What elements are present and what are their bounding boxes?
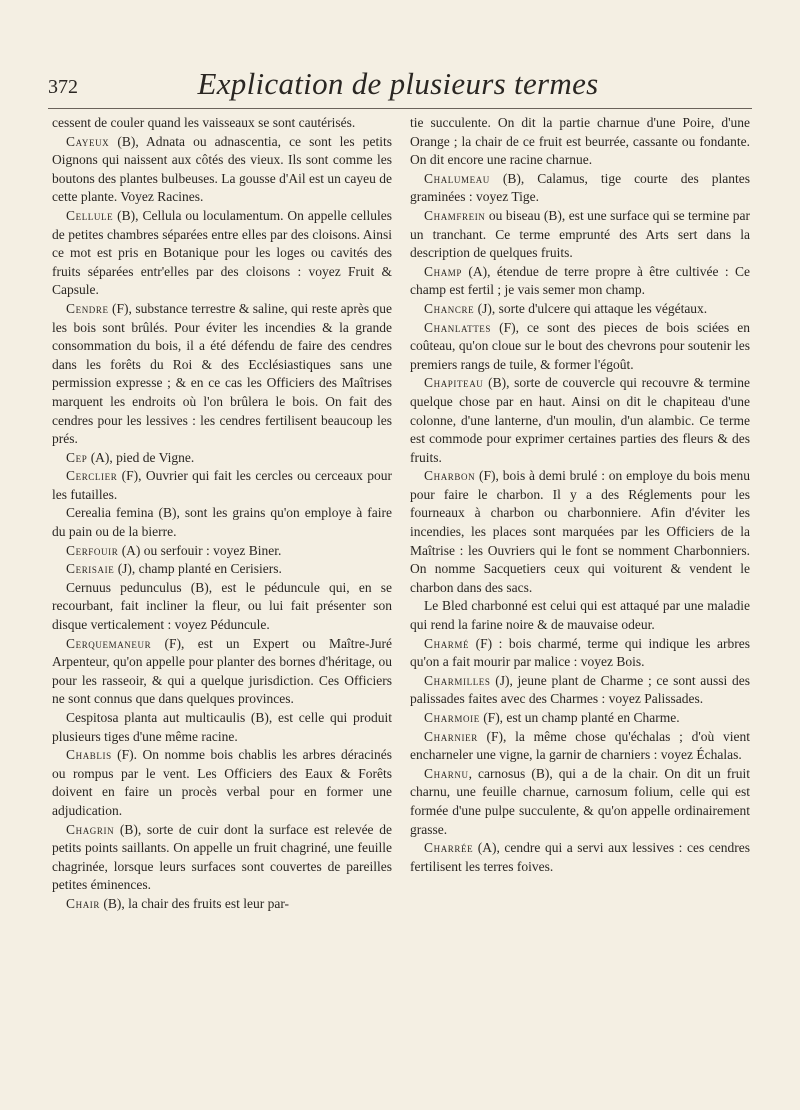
dictionary-entry — [52, 300, 392, 449]
entry-headword: Charrée — [424, 840, 474, 856]
entry-headword: Charmé — [424, 635, 470, 651]
entry-headword: Cendre — [66, 300, 109, 316]
entry-text: (F), ce sont des pieces de bois sciées en coûteau, qu'on cloue sur le bout des chevrons pour soutenir les premiers rangs de tuile, & former l'égoût. — [410, 319, 750, 372]
entry-headword: Cep — [66, 449, 88, 465]
entry-headword: Chagrin — [66, 821, 115, 837]
entry-text: cessent de couler quand les vaisseaux se sont cautérisés. — [52, 115, 356, 130]
dictionary-entry — [410, 672, 750, 709]
page-number: 372 — [48, 76, 78, 98]
dictionary-entry — [52, 207, 392, 300]
entry-headword: Cerisaie — [66, 561, 115, 577]
dictionary-entry — [410, 114, 750, 170]
dictionary-entry — [52, 579, 392, 635]
entry-text: (F) : bois charmé, terme qui indique les arbres qu'on a fait mourir par malice : voyez Bois. — [410, 635, 750, 670]
running-title: Explication de plusieurs termes — [197, 66, 599, 101]
entry-headword: Chapiteau — [424, 375, 484, 391]
entry-text: (B), Calamus, tige courte des plantes graminées : voyez Tige. — [410, 170, 750, 205]
entry-text: (B), Cellula ou loculamentum. On appelle cellules de petites chambres séparées entre elles par des cloisons. Ainsi ce mot est pris en Botanique pour les loges ou cavités des fruits séparées entr'elles par des cloisons : voyez Fruit & Capsule. — [52, 207, 392, 298]
entry-text: (B), la chair des fruits est leur par- — [100, 895, 290, 911]
entry-text: (A) ou serfouir : voyez Biner. — [118, 542, 282, 558]
entry-text: (J), champ planté en Cerisiers. — [114, 561, 282, 577]
entry-text: (F), la même chose qu'échalas ; d'où vient encharneler une vigne, la garnir de charniers : voyez Échalas. — [410, 728, 750, 763]
entry-text: (J), jeune plant de Charme ; ce sont aussi des palissades faites avec des Charmes : voyez Palissades. — [410, 672, 750, 707]
dictionary-entry — [410, 300, 750, 319]
dictionary-entry — [52, 746, 392, 820]
entry-headword: Cerquemaneur — [66, 635, 152, 651]
entry-headword: Charmoie — [424, 710, 480, 725]
entry-headword: Chanlattes — [424, 319, 492, 335]
entry-headword: Charbon — [424, 468, 476, 484]
entry-text: Cerealia femina (B), sont les grains qu'on employe à faire du pain ou de la bierre. — [52, 505, 392, 540]
dictionary-entry — [410, 765, 750, 839]
entry-headword: Chair — [66, 895, 101, 911]
entry-headword: Champ — [424, 263, 463, 279]
entry-headword: Cerfouir — [66, 542, 119, 558]
dictionary-entry — [410, 170, 750, 207]
entry-headword: Charmilles — [424, 672, 491, 688]
entry-headword: Chamfrein — [424, 207, 486, 223]
entry-headword: Charnier — [424, 728, 478, 744]
dictionary-entry — [52, 449, 392, 468]
dictionary-entry — [410, 467, 750, 597]
entry-headword: Cerclier — [66, 468, 118, 484]
entry-text: Cespitosa planta aut multicaulis (B), est celle qui produit plusieurs tiges d'une même racine. — [52, 710, 392, 744]
entry-text: (A), cendre qui a servi aux lessives : ces cendres fertilisent les terres foives. — [410, 840, 750, 874]
entry-text: (J), sorte d'ulcere qui attaque les végétaux. — [474, 300, 708, 316]
dictionary-entry — [410, 374, 750, 467]
dictionary-entry — [410, 263, 750, 300]
dictionary-entry — [410, 597, 750, 634]
dictionary-entry — [52, 895, 392, 914]
entry-headword: Chalumeau — [424, 170, 490, 186]
left-column — [52, 114, 392, 1084]
dictionary-entry — [52, 467, 392, 504]
entry-text: (A), pied de Vigne. — [87, 449, 195, 465]
header-rule — [48, 108, 752, 109]
entry-text: (F), est un champ planté en Charme. — [479, 710, 680, 725]
entry-text: (F). On nomme bois chablis les arbres déracinés ou rompus par le vent. Les Officiers des Eaux & Forêts doivent en faire un procès verbal pour en former une adjudication. — [52, 747, 392, 818]
dictionary-entry — [410, 709, 750, 728]
entry-text: tie succulente. On dit la partie charnue d'une Poire, d'une Orange ; la chair de ce fruit est beurrée, cassante ou fondante. On dit encore une racine charnue. — [410, 115, 750, 168]
entry-text: (F), bois à demi brulé : on employe du bois menu pour faire le charbon. Il y a des Réglements pour les fourneaux à charbon ou charbonniere. Afin d'éviter les incendies, les places sont marquées par les Officiers de la Maîtrise : les Ouvriers qui le font se nomment Charbonniers. On nomme Sacquetiers ceux qui voiturent & vendent le charbon dans des sacs. — [410, 468, 750, 595]
dictionary-entry — [410, 207, 750, 263]
dictionary-entry — [52, 133, 392, 207]
entry-text: (F), substance terrestre & saline, qui reste après que les bois sont brûlés. Pour éviter les incendies & la grande consommation du bois, il a été défendu de faire des cendres dans les forêts du Roi & des Ecclésiastiques sans une permission expresse ; & en ce cas les Officiers des Maîtrises marquent les endroits où l'on brûlera le bois. On fait des cendres pour les lessives : les cendres fertilisent beaucoup les prés. — [52, 300, 392, 447]
dictionary-entry — [52, 504, 392, 541]
entry-text: (F), est un Expert ou Maître-Juré Arpenteur, qu'on appelle pour planter des bornes d'héritage, ou pour les rasseoir, & qui a quelque jurisdiction. Ces Officiers ne sont connus que dans quelques provinces. — [52, 635, 392, 707]
dictionary-entry — [410, 728, 750, 765]
entry-text: Le Bled charbonné est celui qui est attaqué par une maladie qui rend la farine noire & de mauvaise odeur. — [410, 598, 750, 633]
entry-headword: Chablis — [66, 747, 112, 763]
entry-text: , carnosus (B), qui a de la chair. On dit un fruit charnu, une feuille charnue, carnosum folium, celle qui est formée d'une pulpe succulente, & qu'on appelle ordinairement grasse. — [410, 765, 750, 837]
entry-text: (B), Adnata ou adnascentia, ce sont les petits Oignons qui naissent aux côtés des vieux. Ils sont comme les boutons des plantes bulbeuses. La gousse d'Ail est un cayeu de cette plante. Voyez Racines. — [52, 133, 392, 205]
entry-text: (F), Ouvrier qui fait les cercles ou cerceaux pour les futailles. — [52, 468, 392, 502]
entry-headword: Chancre — [424, 300, 475, 316]
entry-headword: Cayeux — [66, 133, 110, 149]
entry-text: Cernuus pedunculus (B), est le péduncule qui, en se recourbant, fait incliner la fleur, ou lui fait présenter son disque verticalement : voyez Péduncule. — [52, 579, 392, 633]
dictionary-entry — [410, 839, 750, 876]
dictionary-entry — [52, 635, 392, 709]
dictionary-entry — [52, 114, 392, 133]
entry-headword: Charnu — [424, 765, 469, 781]
dictionary-entry — [52, 560, 392, 579]
dictionary-entry — [52, 709, 392, 746]
right-column — [410, 114, 750, 1084]
entry-text: (B), sorte de couvercle qui recouvre & termine quelque chose par en haut. Ainsi on dit le chapiteau d'une colonne, d'une lanterne, d'un moulin, d'un alambic. Ce terme est commode pour exprimer certaines parties des fleurs & des fruits. — [410, 375, 750, 465]
dictionary-entry — [410, 319, 750, 375]
entry-text: (A), étendue de terre propre à être cultivée : Ce champ est fertil ; je vais semer mon champ. — [410, 263, 750, 298]
page-header — [48, 66, 748, 110]
dictionary-entry — [52, 821, 392, 895]
dictionary-entry — [52, 542, 392, 561]
entry-text: ou biseau (B), est une surface qui se termine par un tranchant. Ce terme emprunté des Arts sert dans la description de quelques fruits. — [410, 207, 750, 261]
entry-headword: Cellule — [66, 207, 114, 223]
dictionary-entry — [410, 635, 750, 672]
entry-text: (B), sorte de cuir dont la surface est relevée de petits points saillants. On appelle un fruit chagriné, une feuille chagrinée, lorsque leurs surfaces sont couvertes de pareilles petites éminences. — [52, 821, 392, 893]
